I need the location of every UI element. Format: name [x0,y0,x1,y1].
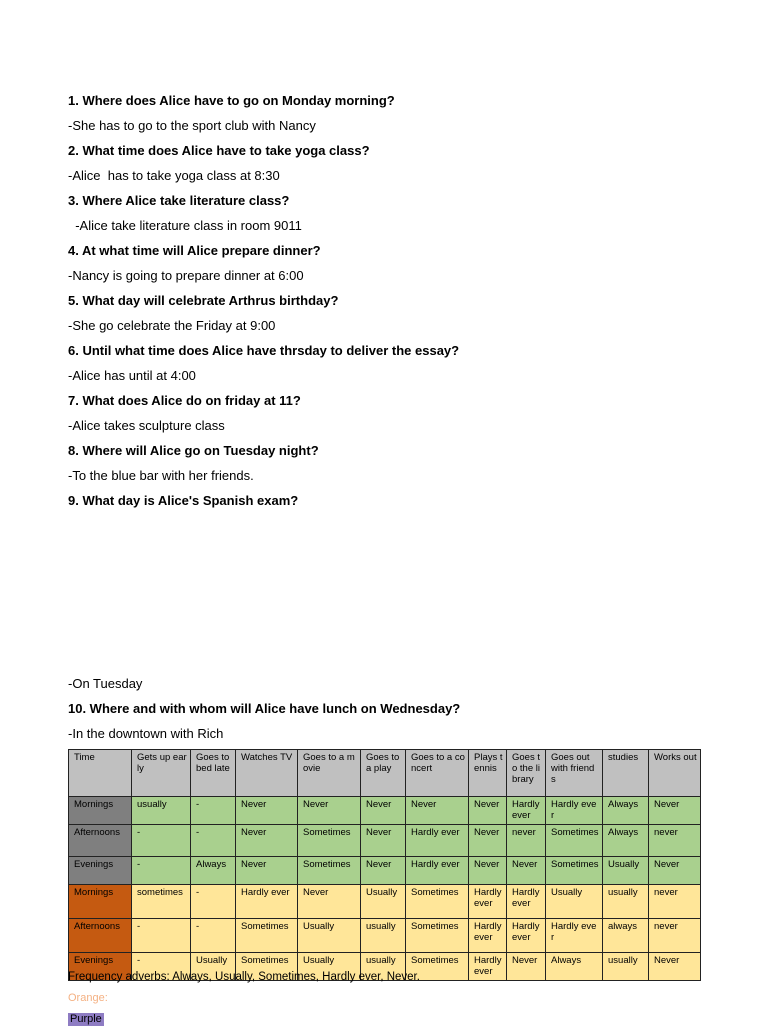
table-cell: Never [469,825,507,857]
table-cell: Never [298,797,361,825]
qa-item [68,143,708,193]
table-cell: Hardly ever [406,825,469,857]
table-cell: usually [603,953,649,981]
header-cell: Plays tennis [469,750,507,797]
time-cell: Mornings [69,797,132,825]
table-cell: Hardly ever [546,919,603,953]
table-cell: Never [361,797,406,825]
qa-item [68,493,708,509]
table-cell: sometimes [132,885,191,919]
table-cell: Never [469,797,507,825]
table-cell: Never [361,825,406,857]
header-cell: studies [603,750,649,797]
table-cell: Sometimes [546,857,603,885]
question-1: 1. Where does Alice have to go on Monday morning? [68,93,395,108]
time-cell: Evenings [69,857,132,885]
table-cell: Never [361,857,406,885]
question-8: 8. Where will Alice go on Tuesday night? [68,443,319,458]
table-cell: Hardly ever [546,797,603,825]
table-cell: Hardly ever [507,885,546,919]
answer-5: -She go celebrate the Friday at 9:00 [68,318,276,333]
table-cell: Never [298,885,361,919]
table-cell: Never [649,797,701,825]
table-cell: Never [649,953,701,981]
table-cell: Usually [298,919,361,953]
table-cell: never [649,919,701,953]
table-cell: Sometimes [298,825,361,857]
answer-6: -Alice has until at 4:00 [68,368,196,383]
table-cell: Hardly ever [507,797,546,825]
table-cell: Hardly ever [507,919,546,953]
header-cell: Goes to a concert [406,750,469,797]
time-cell: Afternoons [69,825,132,857]
table-cell: Sometimes [236,953,298,981]
table-cell: never [649,825,701,857]
table-cell: usually [132,797,191,825]
header-cell: Goes to a movie [298,750,361,797]
question-7: 7. What does Alice do on friday at 11? [68,393,301,408]
table-cell: - [132,919,191,953]
table-row [69,797,701,825]
answer-10: -In the downtown with Rich [68,726,224,741]
table-cell: Hardly ever [406,857,469,885]
table-cell: Usually [546,885,603,919]
table-row [69,825,701,857]
table-cell: Never [507,857,546,885]
answer-8: -To the blue bar with her friends. [68,468,254,483]
header-cell: Works out [649,750,701,797]
qa-item [68,193,708,243]
header-cell: Goes out with friends [546,750,603,797]
table-cell: Hardly ever [236,885,298,919]
table-row [69,857,701,885]
qa-item [68,243,708,293]
time-cell: Afternoons [69,919,132,953]
table-cell: Always [603,825,649,857]
frequency-table [68,749,701,981]
qa-item [68,343,708,393]
continued-answers [68,676,708,742]
qa-item [68,393,708,443]
question-10: 10. Where and with whom will Alice have lunch on Wednesday? [68,701,461,716]
time-cell: Mornings [69,885,132,919]
table-cell: Sometimes [406,919,469,953]
table-cell: Sometimes [298,857,361,885]
header-cell: Goes to bed late [191,750,236,797]
table-cell: - [191,885,236,919]
table-cell: Never [236,797,298,825]
answer-9: -On Tuesday [68,676,143,691]
table-cell: - [132,953,191,981]
question-4: 4. At what time will Alice prepare dinner? [68,243,321,258]
question-6: 6. Until what time does Alice have thrsday to deliver the essay? [68,343,460,358]
table-cell: Usually [298,953,361,981]
table-row [69,885,701,919]
table-cell: usually [603,885,649,919]
table-cell: Usually [603,857,649,885]
table-cell: Always [546,953,603,981]
table-cell: - [132,857,191,885]
table-cell: Never [469,857,507,885]
table-cell: Never [236,825,298,857]
qa-item [68,93,708,143]
table-cell: Never [236,857,298,885]
header-cell: Goes to the library [507,750,546,797]
table-row [69,919,701,953]
table-cell: Sometimes [236,919,298,953]
table-cell: Never [649,857,701,885]
header-cell: Watches TV [236,750,298,797]
table-cell: Always [191,857,236,885]
table-cell: Sometimes [546,825,603,857]
table-cell: - [191,919,236,953]
table-header-row [69,750,701,797]
table-cell: Hardly ever [469,885,507,919]
table-cell: Always [603,797,649,825]
purple-label: Purple [70,1013,102,1025]
table-cell: Usually [191,953,236,981]
table-cell: Never [507,953,546,981]
answer-4: -Nancy is going to prepare dinner at 6:00 [68,268,304,283]
table-cell: Never [406,797,469,825]
question-2: 2. What time does Alice have to take yoga class? [68,143,370,158]
header-cell: Time [69,750,132,797]
question-answer-list [68,93,708,509]
question-9: 9. What day is Alice's Spanish exam? [68,493,299,508]
table-cell: Sometimes [406,953,469,981]
question-5: 5. What day will celebrate Arthrus birthday? [68,293,339,308]
table-cell: Sometimes [406,885,469,919]
frequency-legend: Frequency adverbs: Always, Usually, Sometimes, Hardly ever, Never. [68,971,420,983]
table-cell: usually [361,919,406,953]
time-cell: Evenings [69,953,132,981]
table-cell: Hardly ever [469,953,507,981]
qa-item [68,293,708,343]
table-cell: usually [361,953,406,981]
table-cell: Usually [361,885,406,919]
table-cell: - [191,825,236,857]
table-cell: always [603,919,649,953]
table-cell: never [649,885,701,919]
question-3: 3. Where Alice take literature class? [68,193,290,208]
qa-item [68,443,708,493]
table-cell: never [507,825,546,857]
table-cell: Hardly ever [469,919,507,953]
header-cell: Gets up early [132,750,191,797]
answer-3: -Alice take literature class in room 9011 [68,218,302,233]
orange-label: Orange: [68,992,108,1004]
answer-7: -Alice takes sculpture class [68,418,225,433]
table-cell: - [132,825,191,857]
answer-2: -Alice has to take yoga class at 8:30 [68,168,280,183]
header-cell: Goes to a play [361,750,406,797]
table-cell: - [191,797,236,825]
answer-1: -She has to go to the sport club with Nancy [68,118,316,133]
